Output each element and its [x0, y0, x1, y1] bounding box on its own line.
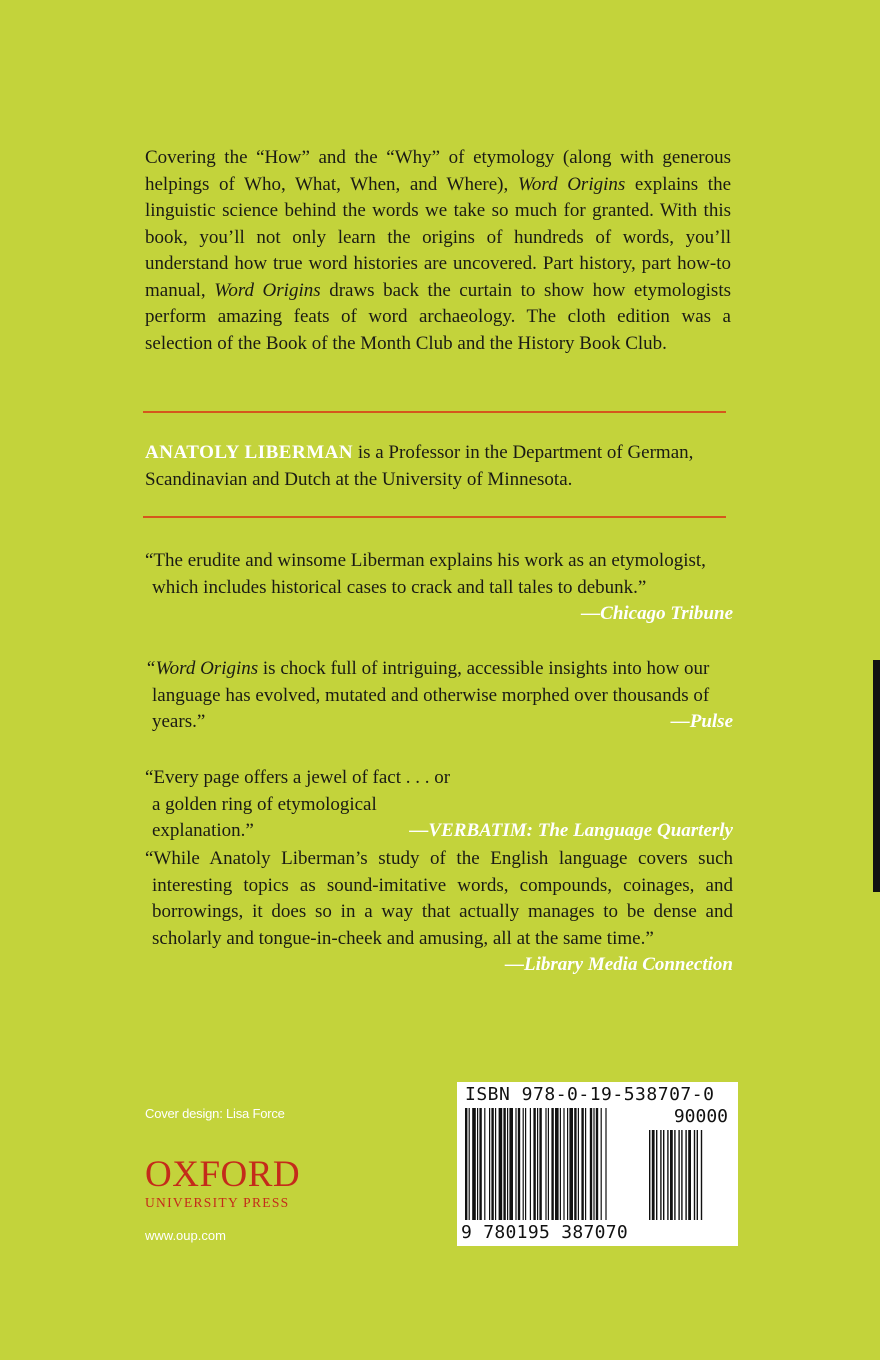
barcode-bar — [518, 1108, 520, 1220]
isbn-barcode — [457, 1082, 738, 1246]
review-quote: “The erudite and winsome Liberman explains his work as an etymologist, which includes historical cases to crack and tall tales to debunk.” —Chicago Tribune — [145, 548, 733, 628]
barcode-addon-bar — [663, 1130, 664, 1220]
barcode-addon-bar — [670, 1130, 673, 1220]
divider-rule — [143, 411, 726, 413]
barcode-addon-bar — [678, 1130, 679, 1220]
isbn-number: ISBN 978-0-19-538707-0 — [465, 1084, 715, 1105]
barcode-bar — [567, 1108, 568, 1220]
barcode-bar — [507, 1108, 508, 1220]
review-source: —Library Media Connection — [504, 954, 733, 975]
review-source: —Chicago Tribune — [581, 603, 733, 624]
barcode-bar — [593, 1108, 594, 1220]
publisher-name: OXFORD — [145, 1154, 301, 1195]
barcode-addon-bar — [701, 1130, 702, 1220]
barcode-bar — [477, 1108, 478, 1220]
barcode-bar — [569, 1108, 573, 1220]
barcode-bar — [555, 1108, 559, 1220]
review-quote: “Word Origins is chock full of intriguing, accessible insights into how our language has evolved, mutated and otherwise morphed over thousands of years.” —Pulse — [145, 656, 733, 736]
price-code: 90000 — [673, 1106, 728, 1127]
barcode-bar — [530, 1108, 531, 1220]
barcode-bar — [491, 1108, 493, 1220]
barcode-addon-bar — [688, 1130, 691, 1220]
barcode-bar — [551, 1108, 553, 1220]
barcode-bar — [489, 1108, 490, 1220]
publisher-subtitle: UNIVERSITY PRESS — [145, 1195, 290, 1210]
spine-edge-mark — [873, 660, 880, 892]
barcode-bar — [484, 1108, 485, 1220]
barcode-addon-bar — [685, 1130, 686, 1220]
barcode-bar — [515, 1108, 516, 1220]
review-quote: “Every page offers a jewel of fact . . . or a golden ring of etymological explanation.” —VERBATIM: The Language Quarterly — [145, 765, 733, 845]
barcode-bar — [465, 1108, 467, 1220]
author-name: ANATOLY LIBERMAN — [145, 442, 354, 463]
barcode-addon-bar — [694, 1130, 695, 1220]
barcode-bar — [472, 1108, 476, 1220]
barcode-bar — [545, 1108, 546, 1220]
barcode-bar — [523, 1108, 524, 1220]
review-source: —VERBATIM: The Language Quarterly — [409, 820, 733, 841]
barcode-bar — [596, 1108, 598, 1220]
review-source: —Pulse — [670, 711, 733, 732]
barcode-addon-bar — [667, 1130, 668, 1220]
barcode-addon-bar — [674, 1130, 675, 1220]
barcode-bar — [499, 1108, 503, 1220]
barcode-bar — [590, 1108, 592, 1220]
barcode-addon-bar — [649, 1130, 650, 1220]
barcode-addon-bar — [681, 1130, 682, 1220]
barcode-addon-bar — [697, 1130, 698, 1220]
barcode-bar — [560, 1108, 561, 1220]
barcode-bar — [503, 1108, 505, 1220]
barcode-digits: 9 780195 387070 — [461, 1222, 629, 1243]
barcode-bar — [509, 1108, 513, 1220]
barcode-bar — [605, 1108, 606, 1220]
barcode-addon-bar — [656, 1130, 657, 1220]
barcode-bar — [469, 1108, 470, 1220]
barcode-addon-bar — [652, 1130, 655, 1220]
review-quote: “While Anatoly Liberman’s study of the English language covers such interesting topics as sound-imitative words, compounds, coinages, and borrowings, it does so in a way that actually manages to be dense and scholarly and tongue-in-cheek and amusing, all at the same time.” —Library Media Connection — [145, 846, 733, 979]
barcode-bar — [585, 1108, 586, 1220]
cover-design-credit: Cover design: Lisa Force — [145, 1106, 285, 1121]
book-description: Covering the “How” and the “Why” of etymology (along with generous helpings of Who, What, When, and Where), Word Origins explains the linguistic science behind the words we take so much for granted. With this book, you’ll not only learn the origins of hundreds of words, you’ll understand how true word histories are uncovered. Part history, part how-to manual, Word Origins draws back the curtain to show how etymologists perform amazing feats of word archaeology. The cloth edition was a selection of the Book of the Month Club and the History Book Club. — [145, 147, 732, 354]
barcode-bar — [563, 1108, 564, 1220]
barcode-bar — [601, 1108, 602, 1220]
barcode-addon-bar — [660, 1130, 661, 1220]
publisher-logo — [145, 1156, 300, 1211]
barcode-bar — [533, 1108, 535, 1220]
barcode-bar — [581, 1108, 583, 1220]
barcode-bar — [539, 1108, 541, 1220]
barcode-bar — [537, 1108, 538, 1220]
barcode-bar — [578, 1108, 579, 1220]
barcode-bar — [495, 1108, 496, 1220]
barcode-bar — [574, 1108, 576, 1220]
divider-rule — [143, 516, 726, 518]
barcode-bar — [479, 1108, 481, 1220]
publisher-url: www.oup.com — [145, 1228, 226, 1243]
barcode-bar — [525, 1108, 526, 1220]
barcode-bar — [548, 1108, 549, 1220]
author-bio: ANATOLY LIBERMAN is a Professor in the Department of German, Scandinavian and Dutch at the University of Minnesota. — [145, 442, 694, 490]
